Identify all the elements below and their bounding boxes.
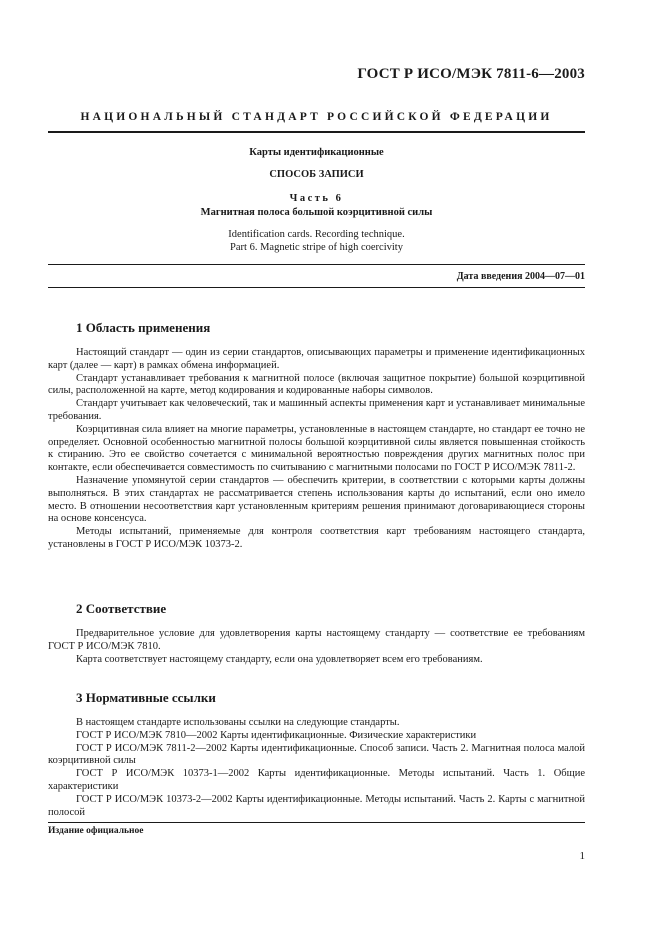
introduction-date: Дата введения 2004—07—01 bbox=[456, 271, 585, 282]
paragraph: Стандарт учитывает как человеческий, так и машинный аспекты применения карт и устанавливает минимальные требования. bbox=[48, 398, 585, 422]
paragraph: Назначение упомянутой серии стандартов — обеспечить критерии, в соответствии с которыми карты должны выполняться. В этих стандартах не рассматривается степень использования карты до испытаний, если оно имело место. В отношении несоответствия карт установленным критериям решения принимают договаривающиеся стороны на основе консенсуса. bbox=[48, 474, 585, 525]
header-divider bbox=[48, 131, 585, 133]
section-body-normative-references bbox=[48, 717, 585, 819]
paragraph: В настоящем стандарте использованы ссылки на следующие стандарты. bbox=[76, 717, 400, 728]
reference-item: ГОСТ Р ИСО/МЭК 10373-1—2002 Карты идентификационные. Методы испытаний. Часть 1. Общие характеристики bbox=[48, 768, 585, 792]
paragraph: Карта соответствует настоящему стандарту, если она удовлетворяет всем его требованиям. bbox=[76, 653, 483, 665]
reference-item: ГОСТ Р ИСО/МЭК 10373-2—2002 Карты идентификационные. Методы испытаний. Часть 2. Карты с магнитной полосой bbox=[48, 793, 585, 818]
date-divider bbox=[48, 287, 585, 288]
title-part: Часть 6 bbox=[289, 193, 344, 204]
title-divider bbox=[48, 264, 585, 265]
english-title-line2: Part 6. Magnetic stripe of high coercivity bbox=[230, 242, 403, 253]
title-group: Карты идентификационные bbox=[249, 147, 384, 158]
page-number: 1 bbox=[579, 850, 585, 862]
section-title-scope: 1 Область применения bbox=[76, 320, 211, 335]
official-edition-label: Издание официальное bbox=[48, 826, 144, 836]
national-standard-heading: НАЦИОНАЛЬНЫЙ СТАНДАРТ РОССИЙСКОЙ ФЕДЕРАЦИИ bbox=[80, 111, 553, 123]
section-body-scope bbox=[48, 347, 585, 552]
reference-item: ГОСТ Р ИСО/МЭК 7810—2002 Карты идентификационные. Физические характеристики bbox=[76, 729, 477, 741]
section-body-conformance bbox=[48, 628, 585, 666]
paragraph: Настоящий стандарт — один из серии стандартов, описывающих параметры и применение идентификационных карт (далее — карт) в рамках обмена информацией. bbox=[48, 347, 585, 371]
paragraph: Стандарт устанавливает требования к магнитной полосе (включая защитное покрытие) большой коэрцитивной силы, расположенной на карте, метод кодирования и кодированные наборы символов. bbox=[48, 372, 585, 397]
section-title-normative-references: 3 Нормативные ссылки bbox=[76, 690, 216, 705]
paragraph: Коэрцитивная сила влияет на многие параметры, установленные в настоящем стандарте, но стандарт ее точно не определяет. Основной особенностью магнитной полосы большой коэрцитивной силы является повышенная стойкость к стиранию. Это ее свойство сочетается с минимальной вероятностью повреждения других магнитных полос при контакте, если обеспечивается совместимость по считыванию с магнитными полосами по ГОСТ Р ИСО/МЭК 7811-2. bbox=[48, 423, 585, 474]
document-code: ГОСТ Р ИСО/МЭК 7811-6—2003 bbox=[357, 66, 585, 82]
reference-item: ГОСТ Р ИСО/МЭК 7811-2—2002 Карты идентификационные. Способ записи. Часть 2. Магнитная полоса малой коэрцитивной силы bbox=[48, 742, 585, 767]
title-subtitle: Магнитная полоса большой коэрцитивной силы bbox=[200, 207, 433, 218]
paragraph: Предварительное условие для удовлетворения карты настоящему стандарту — соответствие ее требованиям ГОСТ Р ИСО/МЭК 7810. bbox=[48, 628, 585, 652]
paragraph: Методы испытаний, применяемые для контроля соответствия карт требованиям настоящего стандарта, установлены в ГОСТ Р ИСО/МЭК 10373-2. bbox=[48, 526, 585, 550]
english-title-line1: Identification cards. Recording technique. bbox=[228, 229, 405, 240]
footer-divider bbox=[48, 822, 585, 823]
title-method: СПОСОБ ЗАПИСИ bbox=[269, 169, 364, 180]
section-title-conformance: 2 Соответствие bbox=[76, 601, 167, 616]
